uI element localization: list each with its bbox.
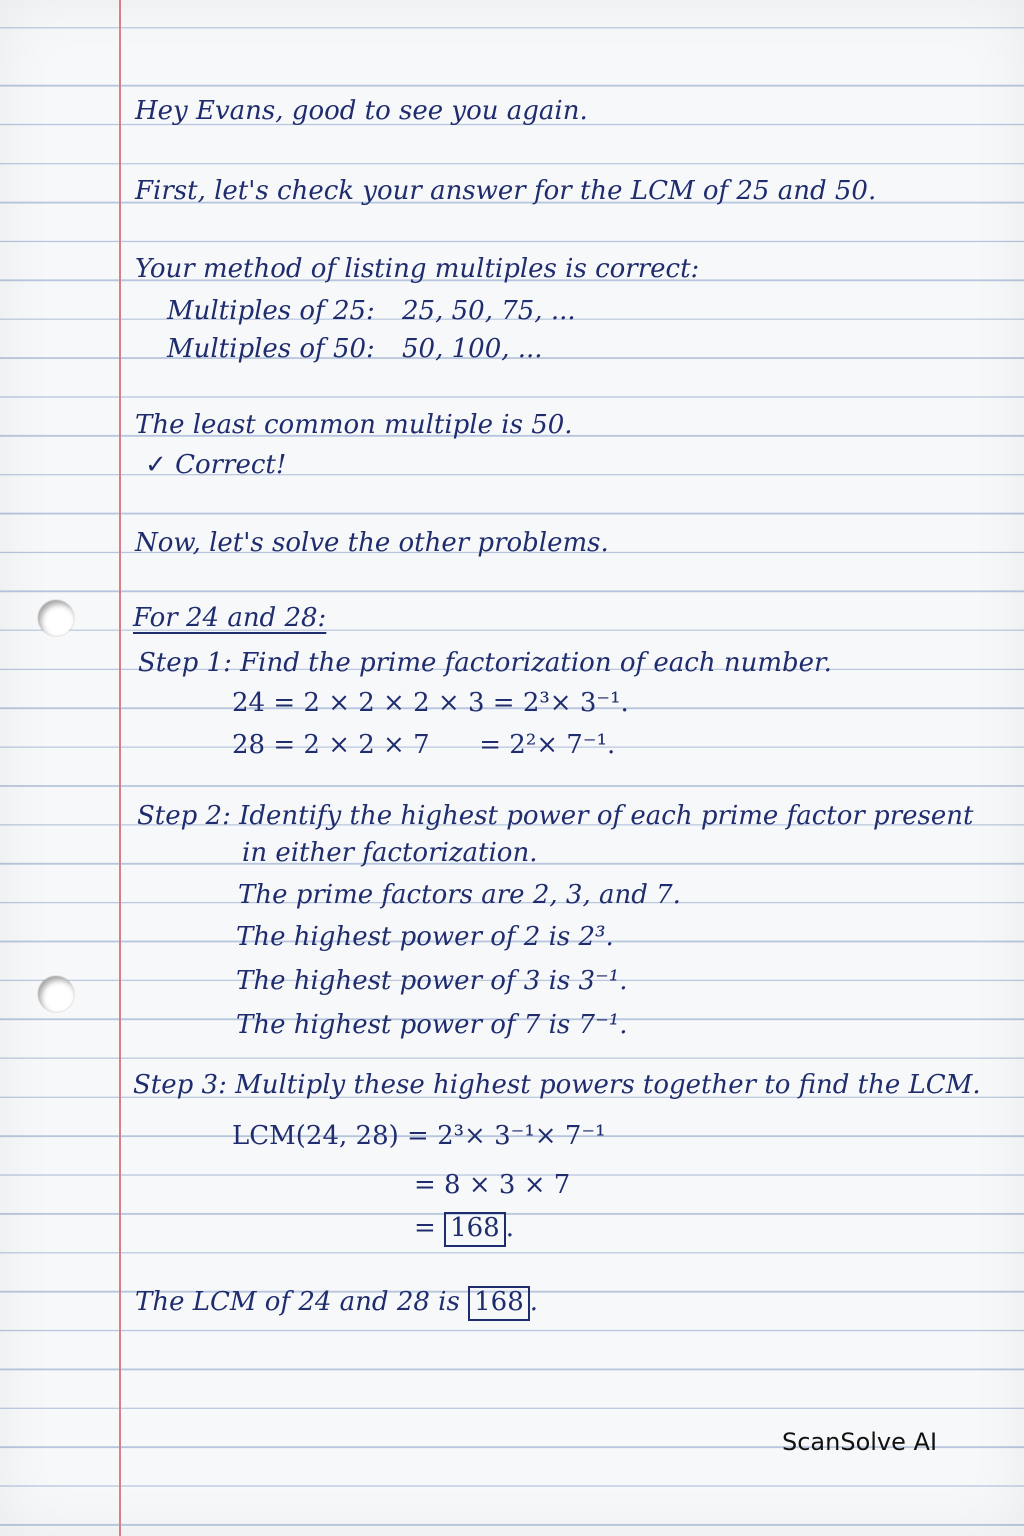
prime-factors-line: The prime factors are 2, 3, and 7. — [238, 880, 681, 910]
for-heading: For 24 and 28: — [133, 603, 327, 633]
step3-line: Step 3: Multiply these highest powers together to find the LCM. — [133, 1070, 981, 1100]
factorization-24: 24 = 2 × 2 × 2 × 3 = 2³× 3⁻¹. — [232, 688, 629, 718]
highest-power-2: The highest power of 2 is 2³. — [236, 922, 614, 952]
step2-line-a: Step 2: Identify the highest power of each prime factor present — [137, 801, 974, 831]
first-check-line: First, let's check your answer for the LCM of 25 and 50. — [135, 176, 877, 206]
lcm-equals: = — [414, 1213, 436, 1243]
checkmark-icon: ✓ — [145, 450, 167, 480]
punch-hole-bottom — [38, 976, 74, 1012]
margin-line — [119, 0, 121, 1536]
highest-power-3: The highest power of 3 is 3⁻¹. — [236, 966, 628, 996]
lcm-is-line: The least common multiple is 50. — [135, 410, 573, 440]
multiples-50-label: Multiples of 50: — [167, 334, 375, 364]
lcm-result-line — [414, 1212, 514, 1247]
highest-power-7: The highest power of 7 is 7⁻¹. — [236, 1010, 628, 1040]
factorization-28: 28 = 2 × 2 × 7 = 2²× 7⁻¹. — [232, 730, 616, 760]
now-solve-line: Now, let's solve the other problems. — [135, 528, 609, 558]
final-answer-line — [135, 1286, 538, 1321]
multiples-25-label: Multiples of 25: — [167, 296, 375, 326]
lcm-result-box: 168 — [444, 1212, 506, 1247]
multiples-25-values: 25, 50, 75, ... — [402, 296, 576, 326]
multiples-50-values: 50, 100, ... — [402, 334, 543, 364]
punch-hole-top — [38, 600, 74, 636]
final-result-box: 168 — [468, 1286, 530, 1321]
final-period: . — [529, 1287, 539, 1317]
correct-line — [145, 452, 286, 478]
brand-watermark: ScanSolve AI — [782, 1428, 938, 1456]
final-prefix: The LCM of 24 and 28 is — [135, 1287, 460, 1317]
correct-text: Correct! — [175, 450, 287, 480]
step2-line-b: in either factorization. — [242, 838, 538, 868]
step1-line: Step 1: Find the prime factorization of each number. — [138, 648, 832, 678]
lcm-expression: LCM(24, 28) = 2³× 3⁻¹× 7⁻¹ — [232, 1121, 606, 1151]
lcm-result-period: . — [505, 1213, 514, 1243]
method-correct-line: Your method of listing multiples is correct: — [135, 254, 700, 284]
lcm-multiplication: = 8 × 3 × 7 — [414, 1170, 571, 1200]
greeting-line: Hey Evans, good to see you again. — [135, 96, 588, 126]
